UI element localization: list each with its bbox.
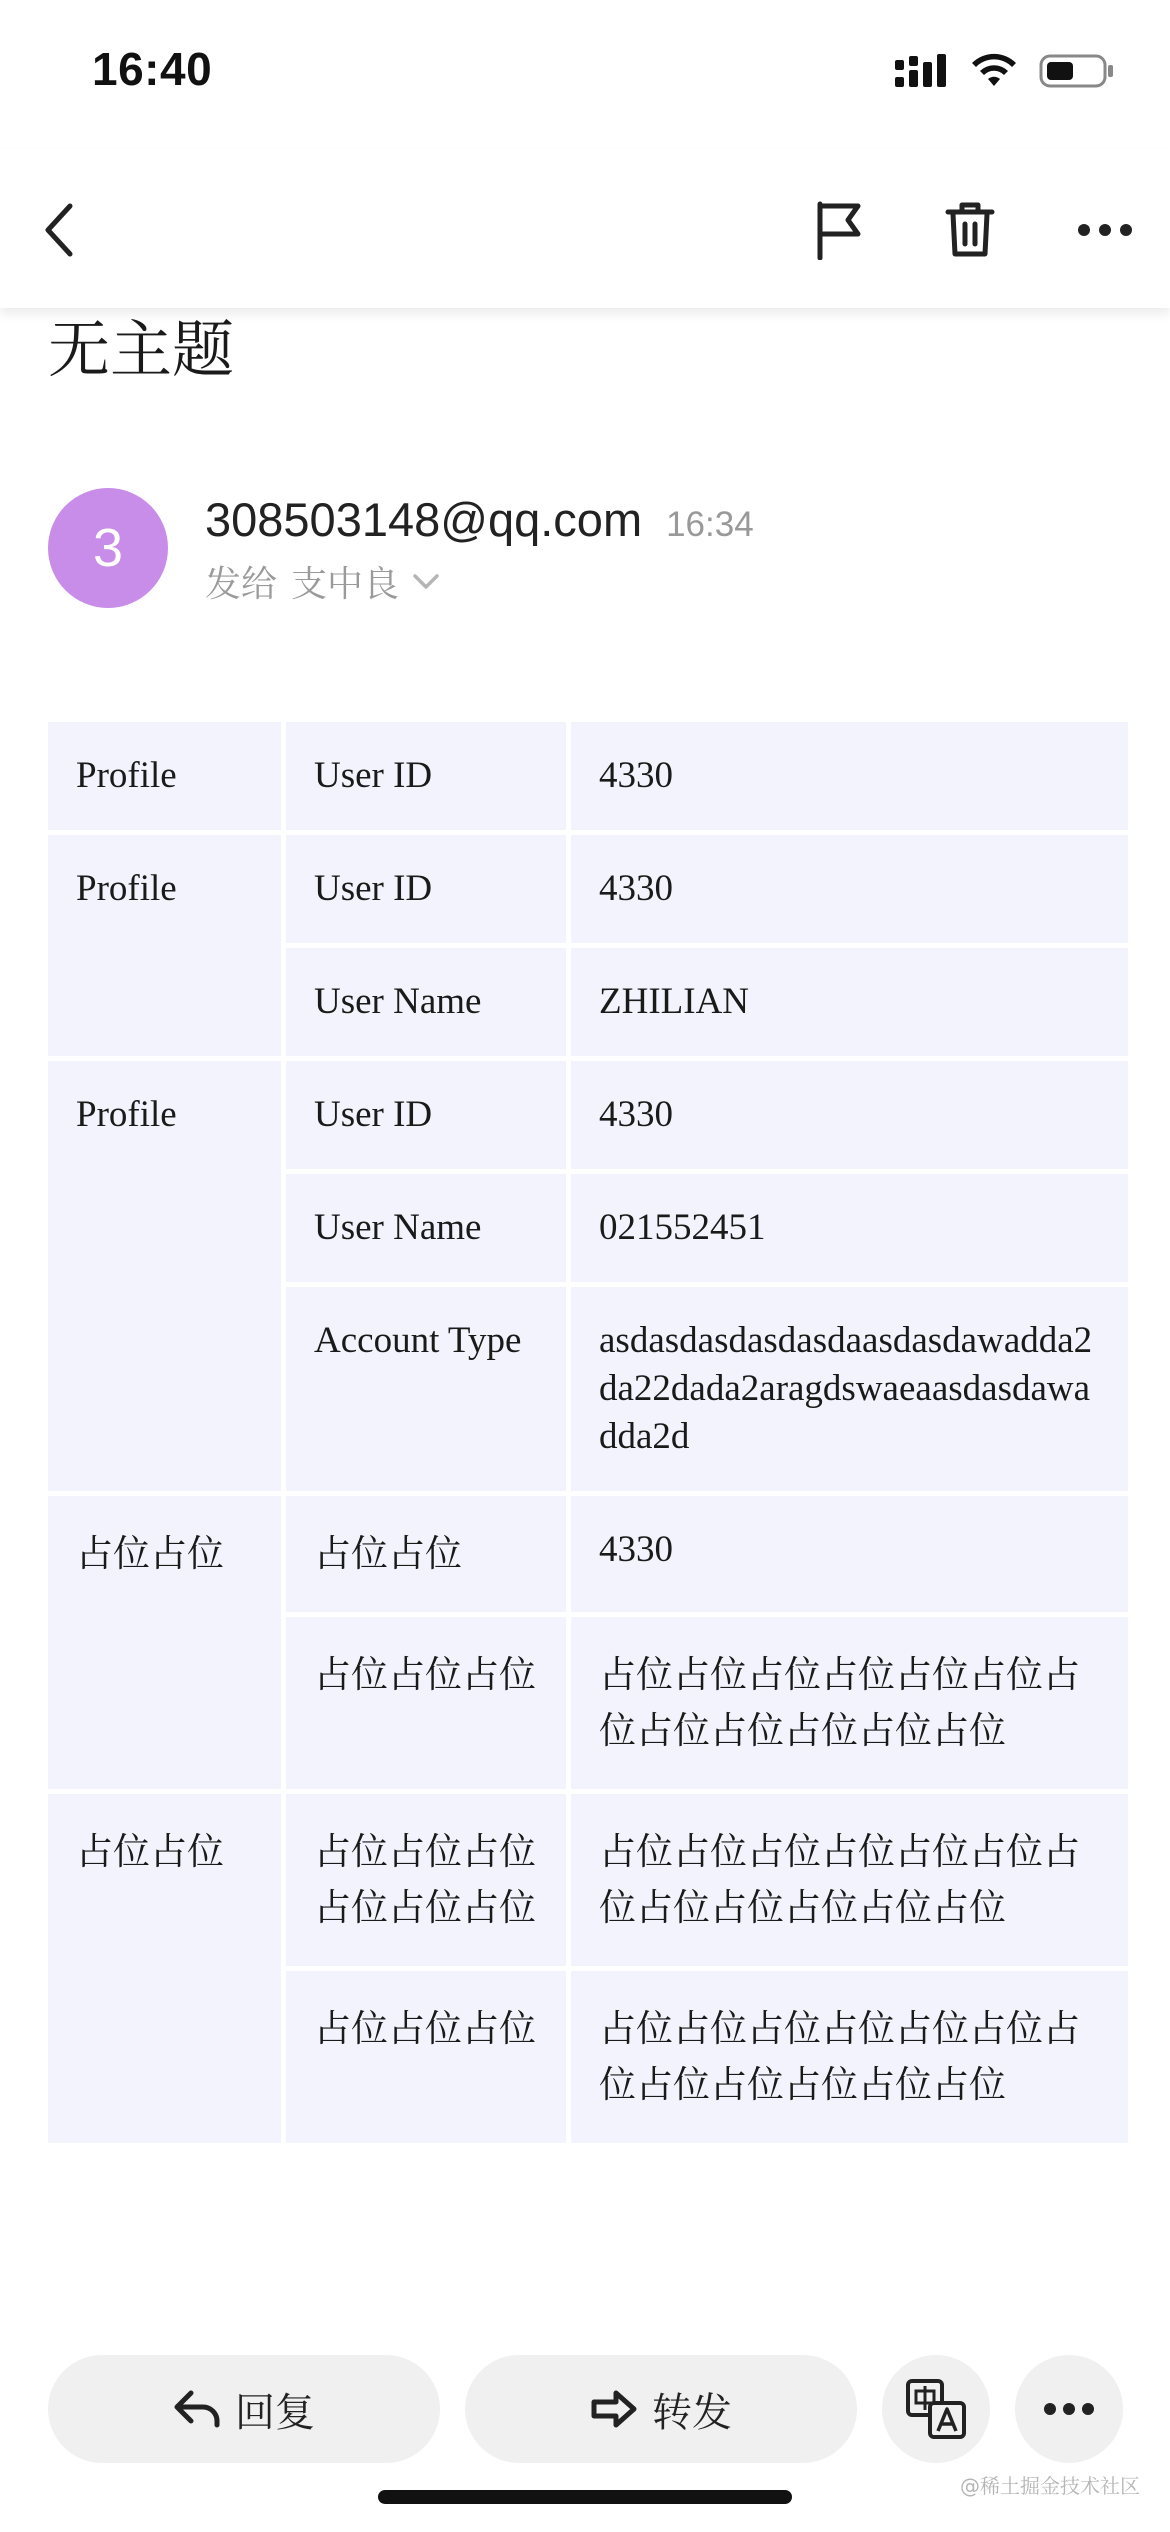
row-value: 4330 [571, 835, 1128, 943]
email-body-table [43, 717, 1133, 2148]
row-value: 占位占位占位占位占位占位占位占位占位占位占位占位 [571, 1971, 1128, 2143]
status-time: 16:40 [92, 43, 213, 95]
table-row [48, 1061, 1128, 1169]
row-value: 4330 [571, 1061, 1128, 1169]
home-indicator[interactable] [378, 2490, 792, 2504]
bottom-action-bar [0, 2355, 1170, 2465]
row-key: User ID [286, 1061, 566, 1169]
status-icons [895, 52, 1115, 90]
row-value: asdasdasdasdasdaasdasdawadda2da22dada2aragdswaeaasdasdawadda2d [571, 1287, 1128, 1491]
row-key: User Name [286, 1174, 566, 1282]
back-button[interactable] [20, 190, 100, 270]
forward-label: 转发 [652, 2389, 732, 2436]
row-value: 021552451 [571, 1174, 1128, 1282]
status-bar [0, 0, 1170, 150]
more-horizontal-icon [1077, 222, 1133, 238]
row-key: User ID [286, 835, 566, 943]
wifi-icon [969, 52, 1019, 90]
recipient-toggle[interactable] [205, 556, 441, 607]
more-icon [1043, 2402, 1095, 2416]
sender-line [205, 492, 754, 547]
recipient-prefix: 发给 [205, 564, 278, 605]
row-value: 占位占位占位占位占位占位占位占位占位占位占位占位 [571, 1617, 1128, 1789]
row-key: Account Type [286, 1287, 566, 1491]
nav-bar [0, 150, 1170, 308]
chevron-left-icon [40, 202, 80, 258]
row-value: ZHILIAN [571, 948, 1128, 1056]
row-key: 占位占位占位 [286, 1971, 566, 2143]
group-label: 占位占位 [48, 1794, 281, 2143]
row-value: 占位占位占位占位占位占位占位占位占位占位占位占位 [571, 1794, 1128, 1966]
more-button[interactable] [1065, 190, 1145, 270]
battery-icon [1039, 52, 1115, 90]
group-label: Profile [48, 722, 281, 830]
row-key: 占位占位占位占位占位占位 [286, 1794, 566, 1966]
delete-button[interactable] [930, 190, 1010, 270]
row-key: 占位占位占位 [286, 1617, 566, 1789]
reply-button[interactable] [48, 2355, 440, 2463]
row-key: User ID [286, 722, 566, 830]
trash-icon [944, 200, 996, 260]
reply-icon [173, 2389, 221, 2429]
forward-button[interactable] [465, 2355, 857, 2463]
sent-time: 16:34 [666, 505, 754, 544]
flag-button[interactable] [800, 190, 880, 270]
sender-avatar[interactable]: 3 [48, 488, 168, 608]
recipient-name: 支中良 [291, 564, 400, 605]
group-label: 占位占位 [48, 1496, 281, 1789]
table-row [48, 835, 1128, 943]
sender-email[interactable]: 308503148@qq.com [205, 493, 643, 546]
row-value: 4330 [571, 1496, 1128, 1612]
table-row [48, 1496, 1128, 1612]
group-label: Profile [48, 1061, 281, 1491]
table-row [48, 1794, 1128, 1966]
row-value: 4330 [571, 722, 1128, 830]
reply-label: 回复 [235, 2389, 315, 2436]
flag-icon [814, 200, 866, 260]
table-row [48, 722, 1128, 830]
watermark: @稀土掘金技术社区 [960, 2474, 1140, 2498]
group-label: Profile [48, 835, 281, 1056]
row-key: User Name [286, 948, 566, 1056]
cellular-signal-icon [895, 53, 949, 89]
forward-icon [590, 2389, 638, 2429]
translate-button[interactable] [882, 2355, 990, 2463]
more-actions-button[interactable] [1015, 2355, 1123, 2463]
row-key: 占位占位 [286, 1496, 566, 1612]
chevron-down-icon [411, 572, 441, 592]
email-subject: 无主题 [48, 313, 235, 386]
translate-icon [904, 2377, 968, 2441]
